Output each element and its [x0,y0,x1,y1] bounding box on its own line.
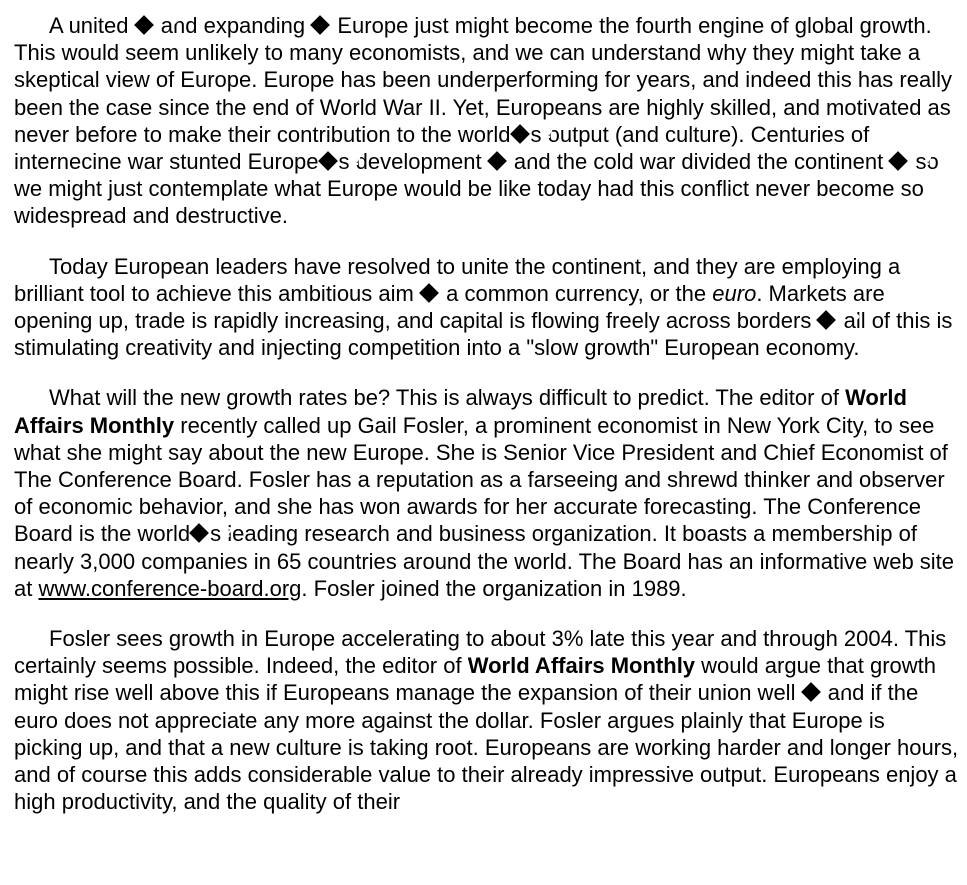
text-run: Fosler sees growth in Europe accelerating to about 3% late this year and through 2004. This certainly seems possible. Indeed, the editor of [14,626,947,679]
replacement-char-icon [802,683,822,703]
replacement-char-icon [190,524,210,544]
publication-name: World Affairs Monthly [14,385,907,438]
paragraph-2 [14,253,959,362]
text-run: would argue that growth might rise well above this if Europeans manage the expansion of their union well [14,653,936,706]
text-run: and the cold war divided the continent [513,149,884,175]
text-run: s development [338,149,482,175]
publication-name: World Affairs Monthly [467,653,696,679]
paragraph-3 [14,384,959,602]
replacement-char-icon [420,284,440,304]
paragraph-1 [14,12,959,230]
replacement-char-icon [817,311,837,331]
text-run: so we might just contemplate what Europe would be like today had this conflict never become so widespread and destructive. [14,149,939,229]
conference-board-link[interactable]: www.conference-board.org [38,575,302,601]
text-run: s leading research and business organization. It boasts a membership of nearly 3,000 companies in 65 countries around the world. The Board has an informative web site at [14,521,955,601]
text-run: Today European leaders have resolved to unite the continent, and they are employing a brilliant tool to achieve this ambitious aim [14,253,901,306]
text-run: . Markets are opening up, trade is rapidly increasing, and capital is flowing freely across borders [14,280,885,334]
replacement-char-icon [488,152,508,172]
text-run: . Fosler joined the organization in 1989. [301,575,687,601]
article-body [14,12,959,838]
replacement-char-icon [511,125,531,145]
text-run: A united [49,13,129,38]
replacement-char-icon [135,16,155,36]
replacement-char-icon [889,152,909,172]
paragraph-4 [14,625,959,815]
text-run: all of this is stimulating creativity and injecting competition into a "slow growth" European economy. [14,308,953,361]
replacement-char-icon [319,152,339,172]
text-run: and if the euro does not appreciate any more against the dollar. Fosler argues plainly that Europe is picking up, and that a new culture is taking root. Europeans are working harder and longer hours, and of course this adds considerable value to their already impressive output. Europeans enjoy a high productivity, and the quality of their [14,680,959,815]
text-run: a common currency, or the [446,280,707,306]
emphasis-euro: euro [712,280,757,306]
text-run: Europe just might become the fourth engine of global growth. This would seem unlikely to many economists, and we can understand why they might take a skeptical view of Europe. Europe has been underperforming for years, and indeed this has really been the case since the end of World War II. Yet, Europeans are highly skilled, and motivated as never before to make their contribution to the world [14,13,952,147]
text-run: What will the new growth rates be? This is always difficult to predict. The editor of [49,385,839,411]
replacement-char-icon [311,16,331,36]
text-run: and expanding [160,13,306,38]
text-run: s output (and culture). Centuries of internecine war stunted Europe [14,121,870,175]
text-run: recently called up Gail Fosler, a prominent economist in New York City, to see what she might say about the new Europe. She is Senior Vice President and Chief Economist of The Conference Board. Fosler has a reputation as a farseeing and shrewd thinker and observer of economic behavior, and she has won awards for her accurate forecasting. The Conference Board is the world [14,412,948,547]
